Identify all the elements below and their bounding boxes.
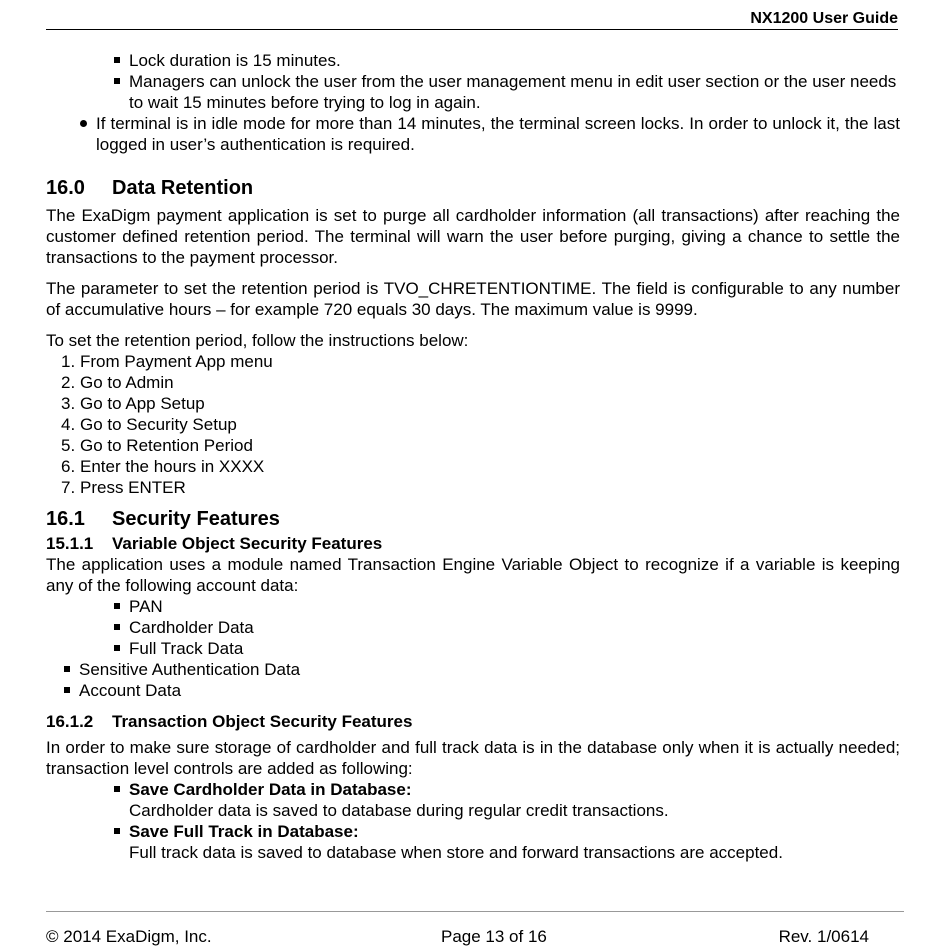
section-title: Security Features bbox=[112, 508, 280, 530]
section-title: Variable Object Security Features bbox=[112, 534, 383, 553]
paragraph: The parameter to set the retention period is TVO_CHRETENTIONTIME. The field is configurable to any number of accumulative hours – for example 720 equals 30 days. The maximum value is 9999. bbox=[46, 279, 900, 319]
step-number: 5. bbox=[61, 436, 76, 455]
section-heading-16-1 bbox=[46, 507, 900, 531]
step-text: Press ENTER bbox=[80, 478, 186, 497]
list-item-description: Full track data is saved to database when store and forward transactions are accepted. bbox=[129, 843, 783, 862]
subsection-heading-15-1-1 bbox=[46, 533, 900, 554]
step-number: 3. bbox=[61, 394, 76, 413]
section-title: Data Retention bbox=[112, 177, 254, 199]
section-number: 16.0 bbox=[46, 177, 85, 199]
transaction-controls-list bbox=[46, 779, 900, 863]
list-item: Full Track Data bbox=[46, 638, 900, 659]
paragraph: In order to make sure storage of cardholder and full track data is in the database only when it is actually needed; transaction level controls are added as following: bbox=[46, 738, 900, 778]
step-text: Go to Security Setup bbox=[80, 415, 237, 434]
step-number: 7. bbox=[61, 478, 76, 497]
list-item bbox=[46, 435, 900, 456]
subsection-heading-16-1-2 bbox=[46, 711, 900, 732]
list-item bbox=[46, 372, 900, 393]
list-item: Account Data bbox=[46, 680, 900, 701]
list-item bbox=[46, 351, 900, 372]
retention-steps-list bbox=[46, 351, 900, 498]
footer-copyright: © 2014 ExaDigm, Inc. bbox=[46, 927, 212, 946]
paragraph: The ExaDigm payment application is set to purge all cardholder information (all transactions) after reaching the customer defined retention period. The terminal will warn the user before purging, giving a chance to settle the transactions to the payment processor. bbox=[46, 206, 900, 267]
footer-revision: Rev. 1/0614 bbox=[778, 927, 869, 946]
lock-bullet-list bbox=[46, 50, 900, 113]
list-item-label: Save Full Track in Database: bbox=[46, 821, 900, 842]
step-text: Enter the hours in XXXX bbox=[80, 457, 265, 476]
step-text: Go to Admin bbox=[80, 373, 174, 392]
step-text: From Payment App menu bbox=[80, 352, 273, 371]
step-number: 6. bbox=[61, 457, 76, 476]
list-item bbox=[46, 477, 900, 498]
list-item: Lock duration is 15 minutes. bbox=[46, 50, 900, 71]
section-title: Transaction Object Security Features bbox=[112, 712, 413, 731]
account-data-list bbox=[46, 596, 900, 701]
section-number: 16.1.2 bbox=[46, 712, 94, 731]
step-text: Go to App Setup bbox=[80, 394, 205, 413]
list-item-label: Save Cardholder Data in Database: bbox=[46, 779, 900, 800]
list-item bbox=[46, 414, 900, 435]
step-number: 1. bbox=[61, 352, 76, 371]
list-item: Managers can unlock the user from the user management menu in edit user section or the user needs to wait 15 minutes before trying to log in again. bbox=[46, 71, 900, 113]
paragraph: The application uses a module named Transaction Engine Variable Object to recognize if a variable is keeping any of the following account data: bbox=[46, 555, 900, 595]
page-footer bbox=[46, 911, 904, 946]
list-item: Sensitive Authentication Data bbox=[46, 659, 900, 680]
list-item bbox=[46, 393, 900, 414]
list-item: PAN bbox=[46, 596, 900, 617]
list-item-description: Cardholder data is saved to database during regular credit transactions. bbox=[129, 801, 669, 820]
list-item bbox=[46, 456, 900, 477]
paragraph: To set the retention period, follow the instructions below: bbox=[46, 331, 469, 350]
page-header bbox=[46, 9, 898, 30]
section-heading-16-0 bbox=[46, 176, 900, 200]
section-number: 15.1.1 bbox=[46, 534, 94, 553]
footer-page-number: Page 13 of 16 bbox=[441, 927, 547, 946]
page-content bbox=[46, 50, 900, 863]
section-number: 16.1 bbox=[46, 508, 85, 530]
step-text: Go to Retention Period bbox=[80, 436, 253, 455]
list-item: Cardholder Data bbox=[46, 617, 900, 638]
step-number: 2. bbox=[61, 373, 76, 392]
idle-lock-bullet: If terminal is in idle mode for more than 14 minutes, the terminal screen locks. In order to unlock it, the last logged in user’s authentication is required. bbox=[46, 113, 900, 155]
step-number: 4. bbox=[61, 415, 76, 434]
document-title: NX1200 User Guide bbox=[750, 10, 898, 27]
